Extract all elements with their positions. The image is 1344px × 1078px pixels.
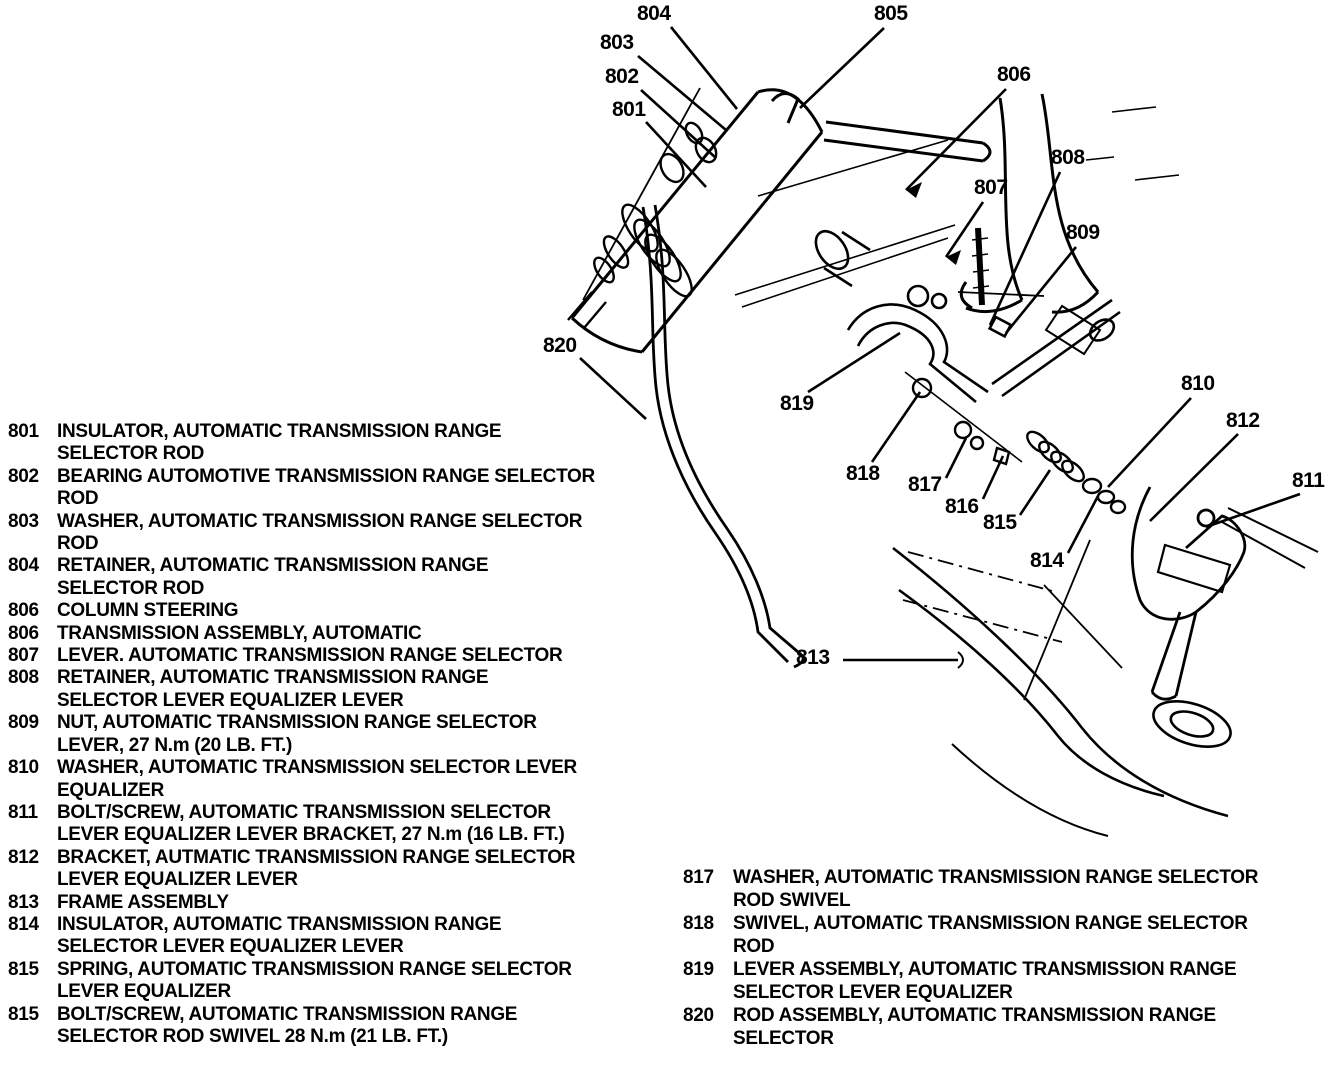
legend-item-line: BRACKET, AUTMATIC TRANSMISSION RANGE SELECTOR — [57, 846, 576, 868]
legend-item-line: NUT, AUTOMATIC TRANSMISSION RANGE SELECTOR — [57, 712, 537, 734]
callout-label-812: 812 — [1226, 409, 1260, 432]
legend-item-line: LEVER EQUALIZER LEVER BRACKET, 27 N.m (16 LB. FT.) — [57, 824, 565, 846]
legend-item-809 — [8, 712, 595, 757]
legend-item-text — [733, 1004, 1216, 1050]
legend-item-number: 820 — [683, 1005, 714, 1026]
leader-line-815 — [1020, 470, 1050, 515]
legend-item-text — [57, 645, 562, 667]
legend-item-text — [57, 667, 488, 712]
legend-left-column — [8, 421, 595, 1048]
legend-item-line: SELECTOR LEVER EQUALIZER LEVER — [57, 936, 404, 958]
legend-item-line: WASHER, AUTOMATIC TRANSMISSION RANGE SELECTOR — [57, 510, 583, 532]
column-support-drawing — [824, 94, 1179, 312]
legend-item-text — [57, 712, 537, 757]
legend-item-text — [733, 958, 1236, 1004]
leader-line-811 — [1206, 494, 1300, 527]
legend-item-line: LEVER, 27 N.m (20 LB. FT.) — [57, 734, 293, 756]
frame-drawing — [893, 540, 1236, 836]
callout-label-807: 807 — [974, 176, 1008, 199]
callout-label-814: 814 — [1030, 549, 1064, 572]
legend-item-number: 811 — [8, 801, 38, 823]
legend-item-818 — [683, 912, 1258, 958]
callout-label-811: 811 — [1292, 469, 1325, 492]
legend-item-810 — [8, 757, 595, 802]
legend-item-number: 812 — [8, 846, 39, 868]
leader-line-820 — [580, 358, 646, 419]
leader-line-814 — [1068, 496, 1098, 553]
legend-item-line: TRANSMISSION ASSEMBLY, AUTOMATIC — [57, 622, 422, 644]
legend-item-813 — [8, 892, 595, 914]
legend-item-806 — [8, 623, 595, 645]
callout-label-805: 805 — [874, 2, 908, 25]
legend-item-804 — [8, 555, 595, 600]
legend-item-text — [57, 847, 575, 892]
rod-assembly-drawing — [643, 205, 803, 667]
leader-arrowheads — [906, 182, 961, 265]
legend-item-number: 806 — [8, 622, 39, 644]
legend-item-806 — [8, 600, 595, 622]
legend-item-number: 808 — [8, 667, 39, 689]
callout-label-804: 804 — [637, 2, 671, 25]
legend-item-line: SELECTOR LEVER EQUALIZER LEVER — [57, 689, 404, 711]
callout-label-819: 819 — [780, 392, 814, 415]
callout-leader-lines — [580, 27, 1300, 660]
legend-item-line: SPRING, AUTOMATIC TRANSMISSION RANGE SELECTOR — [57, 958, 572, 980]
bracket-drawing — [1132, 487, 1318, 699]
legend-item-815 — [8, 959, 595, 1004]
legend-item-line: BOLT/SCREW, AUTOMATIC TRANSMISSION SELECTOR — [57, 801, 551, 823]
callout-label-809: 809 — [1066, 221, 1100, 244]
legend-item-number: 814 — [8, 913, 39, 935]
leader-line-816 — [983, 456, 1003, 499]
callout-label-802: 802 — [605, 65, 639, 88]
legend-item-line: LEVER. AUTOMATIC TRANSMISSION RANGE SELECTOR — [57, 645, 563, 667]
legend-item-text — [57, 600, 238, 622]
legend-item-line: INSULATOR, AUTOMATIC TRANSMISSION RANGE — [57, 913, 502, 935]
legend-item-line: COLUMN STEERING — [57, 600, 239, 622]
legend-item-line: LEVER EQUALIZER — [57, 981, 231, 1003]
legend-item-801 — [8, 421, 595, 466]
legend-item-number: 809 — [8, 712, 39, 734]
legend-item-line: FRAME ASSEMBLY — [57, 891, 229, 913]
legend-item-line: BOLT/SCREW, AUTOMATIC TRANSMISSION RANGE — [57, 1003, 518, 1025]
legend-item-line: SELECTOR ROD — [57, 577, 205, 599]
legend-item-line: WASHER, AUTOMATIC TRANSMISSION SELECTOR LEVER — [57, 757, 577, 779]
callout-label-818: 818 — [846, 462, 880, 485]
legend-item-line: ROD SWIVEL — [733, 890, 851, 911]
legend-item-line: ROD — [57, 488, 99, 510]
legend-item-number: 817 — [683, 867, 714, 888]
legend-item-line: RETAINER, AUTOMATIC TRANSMISSION RANGE — [57, 555, 489, 577]
legend-item-text — [57, 511, 582, 556]
legend-item-line: RETAINER, AUTOMATIC TRANSMISSION RANGE — [57, 667, 489, 689]
callout-label-810: 810 — [1181, 372, 1215, 395]
legend-item-text — [733, 866, 1258, 912]
leader-line-817 — [946, 438, 966, 478]
legend-item-number: 818 — [683, 913, 714, 934]
callout-label-803: 803 — [600, 31, 634, 54]
legend-item-text — [57, 757, 577, 802]
legend-item-text — [733, 912, 1248, 958]
legend-item-text — [57, 802, 565, 847]
legend-item-812 — [8, 847, 595, 892]
legend-item-803 — [8, 511, 595, 556]
legend-item-line: SELECTOR — [733, 1028, 834, 1049]
callout-label-808: 808 — [1051, 146, 1085, 169]
legend-item-number: 803 — [8, 510, 39, 532]
legend-item-817 — [683, 866, 1258, 912]
legend-item-text — [57, 959, 572, 1004]
callout-label-815: 815 — [983, 511, 1017, 534]
legend-item-number: 807 — [8, 645, 39, 667]
leader-line-805 — [800, 28, 884, 108]
legend-item-820 — [683, 1004, 1258, 1050]
leader-end-bracket-813 — [958, 652, 963, 668]
legend-item-text — [57, 421, 501, 466]
callout-label-820: 820 — [543, 334, 577, 357]
legend-item-number: 802 — [8, 465, 39, 487]
legend-item-text — [57, 914, 501, 959]
leader-line-804 — [671, 27, 737, 109]
callout-label-817: 817 — [908, 473, 942, 496]
legend-item-811 — [8, 802, 595, 847]
legend-right-column — [683, 866, 1258, 1050]
legend-item-line: ROD ASSEMBLY, AUTOMATIC TRANSMISSION RANGE — [733, 1005, 1216, 1026]
legend-item-line: SWIVEL, AUTOMATIC TRANSMISSION RANGE SELECTOR — [733, 913, 1248, 934]
legend-item-text — [57, 466, 595, 511]
leader-line-802 — [641, 90, 716, 158]
callout-label-806: 806 — [997, 63, 1031, 86]
legend-item-815 — [8, 1004, 595, 1049]
legend-item-line: EQUALIZER — [57, 779, 165, 801]
legend-item-line: ROD — [57, 533, 99, 555]
leader-line-812 — [1150, 434, 1238, 521]
leader-line-819 — [808, 333, 900, 392]
legend-item-number: 804 — [8, 555, 39, 577]
legend-item-number: 813 — [8, 891, 39, 913]
legend-item-line: SELECTOR LEVER EQUALIZER — [733, 982, 1013, 1003]
legend-item-819 — [683, 958, 1258, 1004]
leader-line-818 — [872, 392, 920, 462]
legend-item-802 — [8, 466, 595, 511]
leader-line-806 — [906, 89, 1006, 190]
legend-item-text — [57, 555, 488, 600]
legend-item-line: LEVER ASSEMBLY, AUTOMATIC TRANSMISSION RANGE — [733, 959, 1237, 980]
legend-item-line: INSULATOR, AUTOMATIC TRANSMISSION RANGE — [57, 421, 502, 442]
legend-item-number: 810 — [8, 757, 39, 779]
callout-label-801: 801 — [612, 98, 646, 121]
legend-item-text — [57, 1004, 517, 1049]
legend-item-text — [57, 892, 229, 914]
legend-item-number: 815 — [8, 1003, 39, 1025]
legend-item-number: 819 — [683, 959, 714, 980]
legend-item-line: BEARING AUTOMOTIVE TRANSMISSION RANGE SELECTOR — [57, 465, 595, 487]
legend-item-number: 806 — [8, 600, 39, 622]
legend-item-line: WASHER, AUTOMATIC TRANSMISSION RANGE SELECTOR — [733, 867, 1259, 888]
legend-item-814 — [8, 914, 595, 959]
callout-label-816: 816 — [945, 495, 979, 518]
legend-item-line: SELECTOR ROD — [57, 443, 205, 465]
legend-item-808 — [8, 667, 595, 712]
legend-item-line: LEVER EQUALIZER LEVER — [57, 869, 298, 891]
steering-column-drawing — [572, 90, 822, 352]
legend-item-line: ROD — [733, 936, 775, 957]
legend-item-number: 801 — [8, 421, 39, 442]
legend-item-807 — [8, 645, 595, 667]
callout-label-813: 813 — [796, 646, 830, 669]
legend-item-text — [57, 623, 421, 645]
legend-item-number: 815 — [8, 958, 39, 980]
leader-line-810 — [1108, 398, 1191, 487]
legend-item-line: SELECTOR ROD SWIVEL 28 N.m (21 LB. FT.) — [57, 1025, 448, 1047]
